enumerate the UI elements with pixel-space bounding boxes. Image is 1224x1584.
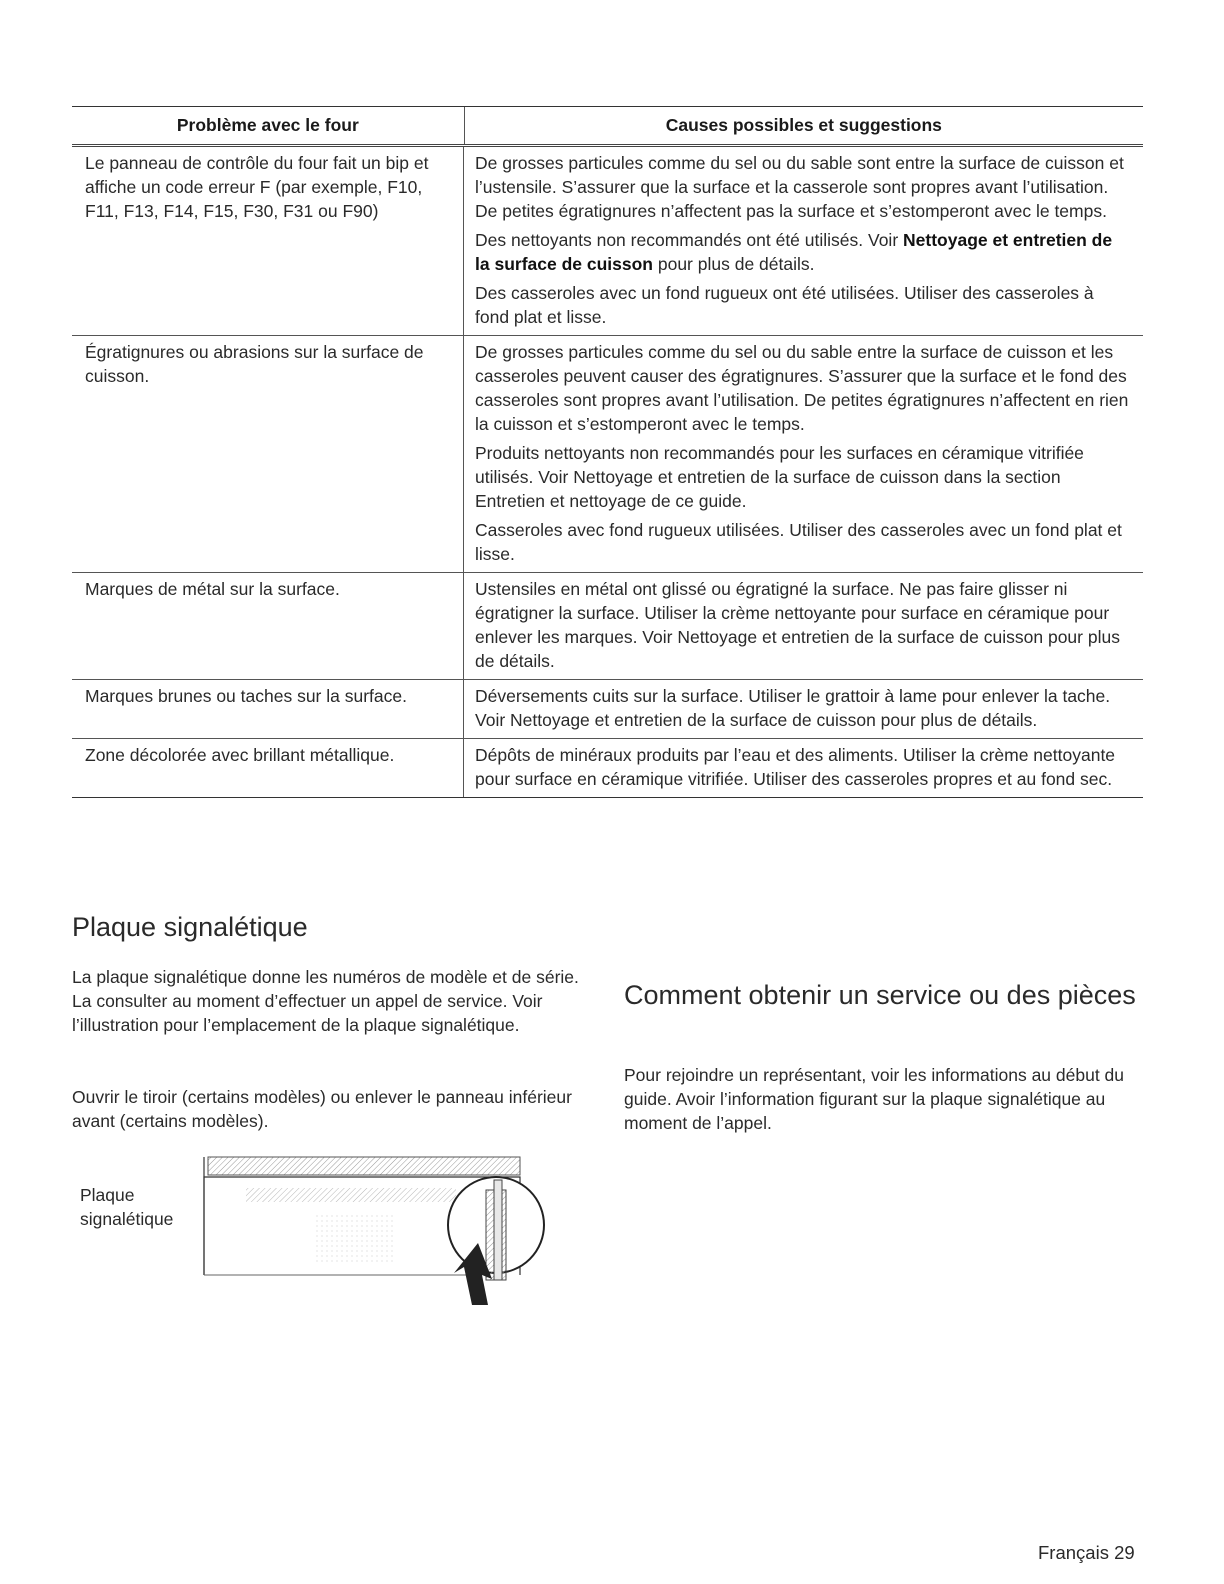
causes-cell: [464, 680, 1143, 738]
cause-paragraph: Des casseroles avec un fond rugueux ont été utilisées. Utiliser des casseroles à fond plat et lisse.: [475, 283, 1094, 327]
header-problem: Problème avec le four: [72, 107, 465, 144]
cause-paragraph: Ustensiles en métal ont glissé ou égratigné la surface. Ne pas faire glisser ni égratigner la surface. Utiliser la crème nettoyante pour surface en céramique pour enlever les marques. Voir Nettoyage et entretien de la surface de cuisson pour plus de détails.: [475, 579, 1120, 671]
service-heading: Comment obtenir un service ou des pièces: [624, 980, 1136, 1010]
table-header: [72, 106, 1143, 147]
causes-cell: [464, 147, 1143, 335]
table-row: [72, 739, 1143, 798]
causes-cell: [464, 739, 1143, 797]
causes-cell: [464, 573, 1143, 679]
table-row: [72, 680, 1143, 739]
plaque-heading: Plaque signalétique: [72, 912, 308, 942]
page-number: Français 29: [1038, 1542, 1135, 1563]
troubleshooting-table: [72, 106, 1143, 798]
cause-paragraph: Produits nettoyants non recommandés pour les surfaces en céramique vitrifiée utilisés. Voir Nettoyage et entretien de la surface de cuisson dans la section Entretien et nettoyage de ce guide.: [475, 443, 1084, 511]
cause-bold-reference: Nettoyage et entretien de la surface de cuisson: [475, 230, 1113, 274]
cause-paragraph: [475, 228, 1129, 276]
problem-cell: Marques brunes ou taches sur la surface.: [72, 680, 464, 738]
problem-cell: Marques de métal sur la surface.: [72, 573, 464, 679]
illustration-label-line: signalétique: [80, 1209, 174, 1229]
cause-paragraph: Déversements cuits sur la surface. Utiliser le grattoir à lame pour enlever la tache. Voir Nettoyage et entretien de la surface de cuisson pour plus de détails.: [475, 686, 1111, 730]
table-row: [72, 336, 1143, 573]
illustration-label-line: Plaque: [80, 1185, 135, 1205]
rating-plate-illustration: [196, 1155, 556, 1320]
plaque-paragraph-1: La plaque signalétique donne les numéros de modèle et de série. La consulter au moment d’effectuer un appel de service. Voir l’illustration pour l’emplacement de la plaque signalétique.: [72, 967, 579, 1035]
cause-text: pour plus de détails.: [653, 254, 815, 274]
service-paragraph: Pour rejoindre un représentant, voir les informations au début du guide. Avoir l’information figurant sur la plaque signalétique au moment de l’appel.: [624, 1065, 1125, 1133]
plaque-paragraph-2: Ouvrir le tiroir (certains modèles) ou enlever le panneau inférieur avant (certains modèles).: [72, 1087, 572, 1131]
problem-cell: Zone décolorée avec brillant métallique.: [72, 739, 464, 797]
problem-cell: Égratignures ou abrasions sur la surface de cuisson.: [72, 336, 464, 572]
header-causes: Causes possibles et suggestions: [665, 115, 942, 135]
causes-cell: [464, 336, 1143, 572]
cause-paragraph: Dépôts de minéraux produits par l’eau et des aliments. Utiliser la crème nettoyante pour surface en céramique vitrifiée. Utiliser des casseroles propres et au fond sec.: [475, 745, 1116, 789]
table-row: [72, 147, 1143, 336]
cause-paragraph: De grosses particules comme du sel ou du sable entre la surface de cuisson et les casseroles peuvent causer des égratignures. S’assurer que la surface et le fond des casseroles sont propres avant l’utilisation. De petites égratignures n’affectent en rien la cuisson et s’estomperont avec le temps.: [475, 342, 1129, 434]
cause-paragraph: De grosses particules comme du sel ou du sable sont entre la surface de cuisson et l’ustensile. S’assurer que la surface et la casserole sont propres avant l’utilisation. De petites égratignures n’affectent pas la surface et s’estomperont avec le temps.: [475, 153, 1124, 221]
cause-paragraph: Casseroles avec fond rugueux utilisées. Utiliser des casseroles avec un fond plat et lisse.: [475, 520, 1122, 564]
drawer-diagram: [196, 1155, 556, 1315]
table-row: [72, 573, 1143, 680]
cause-text: Des nettoyants non recommandés ont été utilisés. Voir: [475, 230, 904, 250]
problem-cell: Le panneau de contrôle du four fait un bip et affiche un code erreur F (par exemple, F10, F11, F13, F14, F15, F30, F31 ou F90): [72, 147, 464, 335]
illustration-label: [80, 1183, 173, 1231]
